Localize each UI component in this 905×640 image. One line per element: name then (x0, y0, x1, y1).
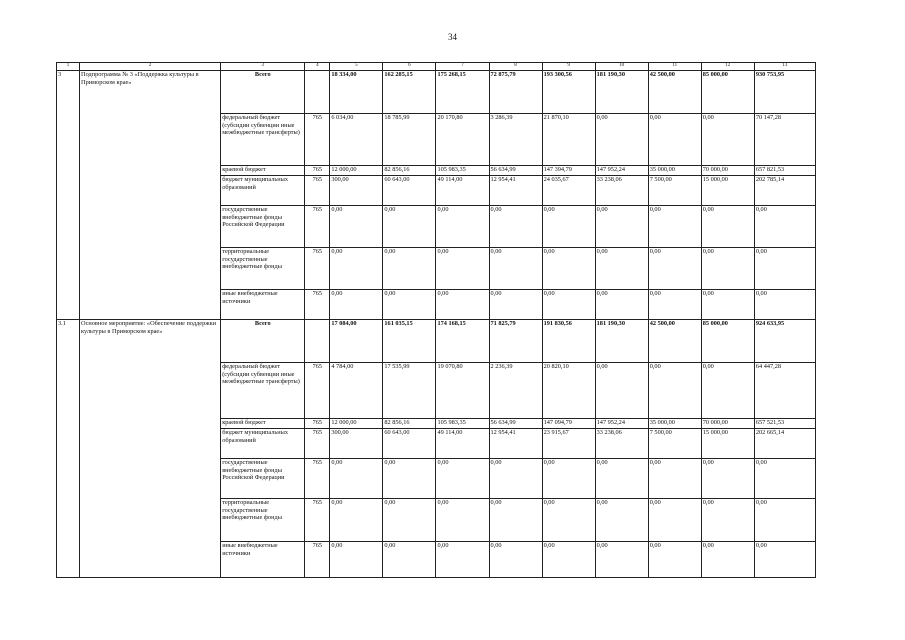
amount-cell: 0,00 (489, 206, 542, 248)
amount-cell: 0,00 (648, 290, 701, 320)
amount-cell: 20 170,80 (436, 114, 489, 166)
budget-code: 765 (305, 248, 330, 290)
amount-cell: 0,00 (489, 290, 542, 320)
amount-cell: 0,00 (595, 499, 648, 542)
amount-cell: 174 168,15 (436, 320, 489, 363)
budget-table (56, 62, 816, 578)
amount-cell: 42 500,00 (648, 320, 701, 363)
header-cell: 7 (436, 63, 489, 71)
amount-cell: 20 820,10 (542, 363, 595, 419)
budget-code: 765 (305, 499, 330, 542)
amount-cell: 33 238,06 (595, 176, 648, 206)
amount-cell: 0,00 (701, 290, 754, 320)
amount-cell: 0,00 (648, 206, 701, 248)
funding-source: федеральный бюджет (субсидии субвенции иные межбюджетные трансферты) (221, 363, 305, 419)
budget-code: 765 (305, 429, 330, 459)
amount-cell: 0,00 (436, 248, 489, 290)
amount-cell: 0,00 (648, 499, 701, 542)
amount-cell: 71 825,79 (489, 320, 542, 363)
amount-cell: 0,00 (489, 499, 542, 542)
amount-cell: 161 035,15 (383, 320, 436, 363)
amount-cell: 33 238,06 (595, 429, 648, 459)
amount-cell: 300,00 (330, 176, 383, 206)
funding-source: государственные внебюджетные фонды Российской Федерации (221, 459, 305, 499)
amount-cell: 147 094,79 (542, 419, 595, 429)
header-cell: 11 (648, 63, 701, 71)
amount-cell: 19 070,80 (436, 363, 489, 419)
amount-cell: 0,00 (330, 290, 383, 320)
amount-cell: 0,00 (542, 499, 595, 542)
amount-cell: 0,00 (754, 206, 815, 248)
amount-cell: 17 535,99 (383, 363, 436, 419)
amount-cell: 70 147,28 (754, 114, 815, 166)
budget-code: 765 (305, 176, 330, 206)
amount-cell: 24 035,67 (542, 176, 595, 206)
budget-code: 765 (305, 206, 330, 248)
amount-cell: 85 000,00 (701, 320, 754, 363)
amount-cell: 0,00 (595, 459, 648, 499)
amount-cell: 7 500,00 (648, 429, 701, 459)
budget-code: 765 (305, 542, 330, 578)
funding-source: краевой бюджет (221, 166, 305, 176)
amount-cell: 18 785,99 (383, 114, 436, 166)
header-cell: 10 (595, 63, 648, 71)
amount-cell: 0,00 (754, 248, 815, 290)
budget-code: 765 (305, 459, 330, 499)
amount-cell: 0,00 (754, 290, 815, 320)
amount-cell: 0,00 (489, 248, 542, 290)
amount-cell: 0,00 (701, 542, 754, 578)
budget-code: 765 (305, 166, 330, 176)
amount-cell: 70 000,00 (701, 419, 754, 429)
budget-code: 765 (305, 290, 330, 320)
page-number: 34 (448, 32, 457, 42)
amount-cell: 56 634,99 (489, 166, 542, 176)
amount-cell: 82 856,16 (383, 166, 436, 176)
header-cell: 12 (701, 63, 754, 71)
amount-cell: 70 000,00 (701, 166, 754, 176)
amount-cell: 0,00 (542, 542, 595, 578)
amount-cell: 162 285,15 (383, 71, 436, 114)
funding-source: Всего (221, 71, 305, 114)
header-cell: 8 (489, 63, 542, 71)
amount-cell: 23 915,67 (542, 429, 595, 459)
amount-cell: 0,00 (595, 542, 648, 578)
funding-source: Всего (221, 320, 305, 363)
header-cell: 3 (221, 63, 305, 71)
header-cell: 6 (383, 63, 436, 71)
budget-code (305, 320, 330, 363)
budget-code: 765 (305, 114, 330, 166)
item-title: Подпрограмма № 3 «Поддержка культуры в Приморском крае» (80, 71, 221, 320)
header-cell: 1 (57, 63, 80, 71)
amount-cell: 0,00 (383, 248, 436, 290)
item-title: Основное мероприятие: «Обеспечение поддержки культуры в Приморском крае» (80, 320, 221, 578)
amount-cell: 105 983,35 (436, 419, 489, 429)
amount-cell: 0,00 (542, 290, 595, 320)
table-row (57, 71, 816, 114)
amount-cell: 0,00 (648, 459, 701, 499)
amount-cell: 0,00 (436, 459, 489, 499)
funding-source: территориальные государственные внебюджетные фонды (221, 248, 305, 290)
amount-cell: 0,00 (701, 459, 754, 499)
amount-cell: 0,00 (542, 248, 595, 290)
amount-cell: 85 000,00 (701, 71, 754, 114)
amount-cell: 0,00 (383, 290, 436, 320)
amount-cell: 0,00 (595, 290, 648, 320)
amount-cell: 0,00 (648, 542, 701, 578)
budget-code: 765 (305, 419, 330, 429)
amount-cell: 56 634,99 (489, 419, 542, 429)
amount-cell: 0,00 (754, 499, 815, 542)
amount-cell: 191 830,56 (542, 320, 595, 363)
funding-source: федеральный бюджет (субсидии субвенции иные межбюджетные трансферты) (221, 114, 305, 166)
amount-cell: 35 000,00 (648, 419, 701, 429)
amount-cell: 2 236,39 (489, 363, 542, 419)
table-row (57, 320, 816, 363)
amount-cell: 0,00 (489, 542, 542, 578)
amount-cell: 147 394,79 (542, 166, 595, 176)
amount-cell: 12 000,00 (330, 419, 383, 429)
header-cell: 13 (754, 63, 815, 71)
funding-source: государственные внебюджетные фонды Российской Федерации (221, 206, 305, 248)
budget-code (305, 71, 330, 114)
amount-cell: 0,00 (436, 206, 489, 248)
amount-cell: 0,00 (701, 499, 754, 542)
amount-cell: 0,00 (330, 248, 383, 290)
amount-cell: 7 500,00 (648, 176, 701, 206)
amount-cell: 0,00 (648, 248, 701, 290)
amount-cell: 175 268,15 (436, 71, 489, 114)
amount-cell: 0,00 (701, 248, 754, 290)
amount-cell: 35 000,00 (648, 166, 701, 176)
amount-cell: 930 753,95 (754, 71, 815, 114)
amount-cell: 0,00 (436, 290, 489, 320)
amount-cell: 42 500,00 (648, 71, 701, 114)
amount-cell: 0,00 (383, 499, 436, 542)
amount-cell: 21 870,10 (542, 114, 595, 166)
amount-cell: 4 784,00 (330, 363, 383, 419)
amount-cell: 0,00 (595, 206, 648, 248)
amount-cell: 15 000,00 (701, 429, 754, 459)
item-number: 3 (57, 71, 80, 320)
funding-source: иные внебюджетные источники (221, 542, 305, 578)
amount-cell: 0,00 (489, 459, 542, 499)
amount-cell: 0,00 (595, 363, 648, 419)
funding-source: бюджет муниципальных образований (221, 176, 305, 206)
amount-cell: 0,00 (648, 363, 701, 419)
funding-source: бюджет муниципальных образований (221, 429, 305, 459)
amount-cell: 0,00 (701, 363, 754, 419)
amount-cell: 0,00 (754, 459, 815, 499)
amount-cell: 0,00 (701, 206, 754, 248)
header-cell: 5 (330, 63, 383, 71)
amount-cell: 49 114,00 (436, 176, 489, 206)
header-cell: 9 (542, 63, 595, 71)
amount-cell: 17 084,00 (330, 320, 383, 363)
amount-cell: 181 190,30 (595, 320, 648, 363)
amount-cell: 64 447,28 (754, 363, 815, 419)
amount-cell: 0,00 (330, 459, 383, 499)
amount-cell: 12 954,41 (489, 429, 542, 459)
funding-source: краевой бюджет (221, 419, 305, 429)
amount-cell: 0,00 (542, 459, 595, 499)
amount-cell: 0,00 (330, 542, 383, 578)
amount-cell: 3 286,39 (489, 114, 542, 166)
amount-cell: 0,00 (383, 459, 436, 499)
header-cell: 4 (305, 63, 330, 71)
amount-cell: 0,00 (701, 114, 754, 166)
amount-cell: 0,00 (595, 114, 648, 166)
amount-cell: 0,00 (542, 206, 595, 248)
amount-cell: 6 034,00 (330, 114, 383, 166)
amount-cell: 0,00 (383, 206, 436, 248)
amount-cell: 49 114,00 (436, 429, 489, 459)
amount-cell: 181 190,30 (595, 71, 648, 114)
amount-cell: 12 954,41 (489, 176, 542, 206)
amount-cell: 60 643,00 (383, 176, 436, 206)
amount-cell: 105 983,35 (436, 166, 489, 176)
amount-cell: 0,00 (383, 542, 436, 578)
funding-source: иные внебюджетные источники (221, 290, 305, 320)
amount-cell: 300,00 (330, 429, 383, 459)
budget-code: 765 (305, 363, 330, 419)
amount-cell: 202 785,14 (754, 176, 815, 206)
amount-cell: 0,00 (330, 499, 383, 542)
amount-cell: 0,00 (595, 248, 648, 290)
amount-cell: 0,00 (436, 542, 489, 578)
funding-source: территориальные государственные внебюджетные фонды (221, 499, 305, 542)
header-cell: 2 (80, 63, 221, 71)
amount-cell: 0,00 (330, 206, 383, 248)
amount-cell: 15 000,00 (701, 176, 754, 206)
header-row (57, 63, 816, 71)
amount-cell: 147 952,24 (595, 166, 648, 176)
item-number: 3.1 (57, 320, 80, 578)
amount-cell: 202 665,14 (754, 429, 815, 459)
amount-cell: 0,00 (648, 114, 701, 166)
amount-cell: 657 521,53 (754, 419, 815, 429)
amount-cell: 657 821,53 (754, 166, 815, 176)
amount-cell: 0,00 (754, 542, 815, 578)
amount-cell: 18 334,00 (330, 71, 383, 114)
amount-cell: 193 300,56 (542, 71, 595, 114)
amount-cell: 60 643,00 (383, 429, 436, 459)
amount-cell: 82 856,16 (383, 419, 436, 429)
amount-cell: 12 000,00 (330, 166, 383, 176)
amount-cell: 0,00 (436, 499, 489, 542)
amount-cell: 924 633,95 (754, 320, 815, 363)
amount-cell: 72 875,79 (489, 71, 542, 114)
amount-cell: 147 952,24 (595, 419, 648, 429)
